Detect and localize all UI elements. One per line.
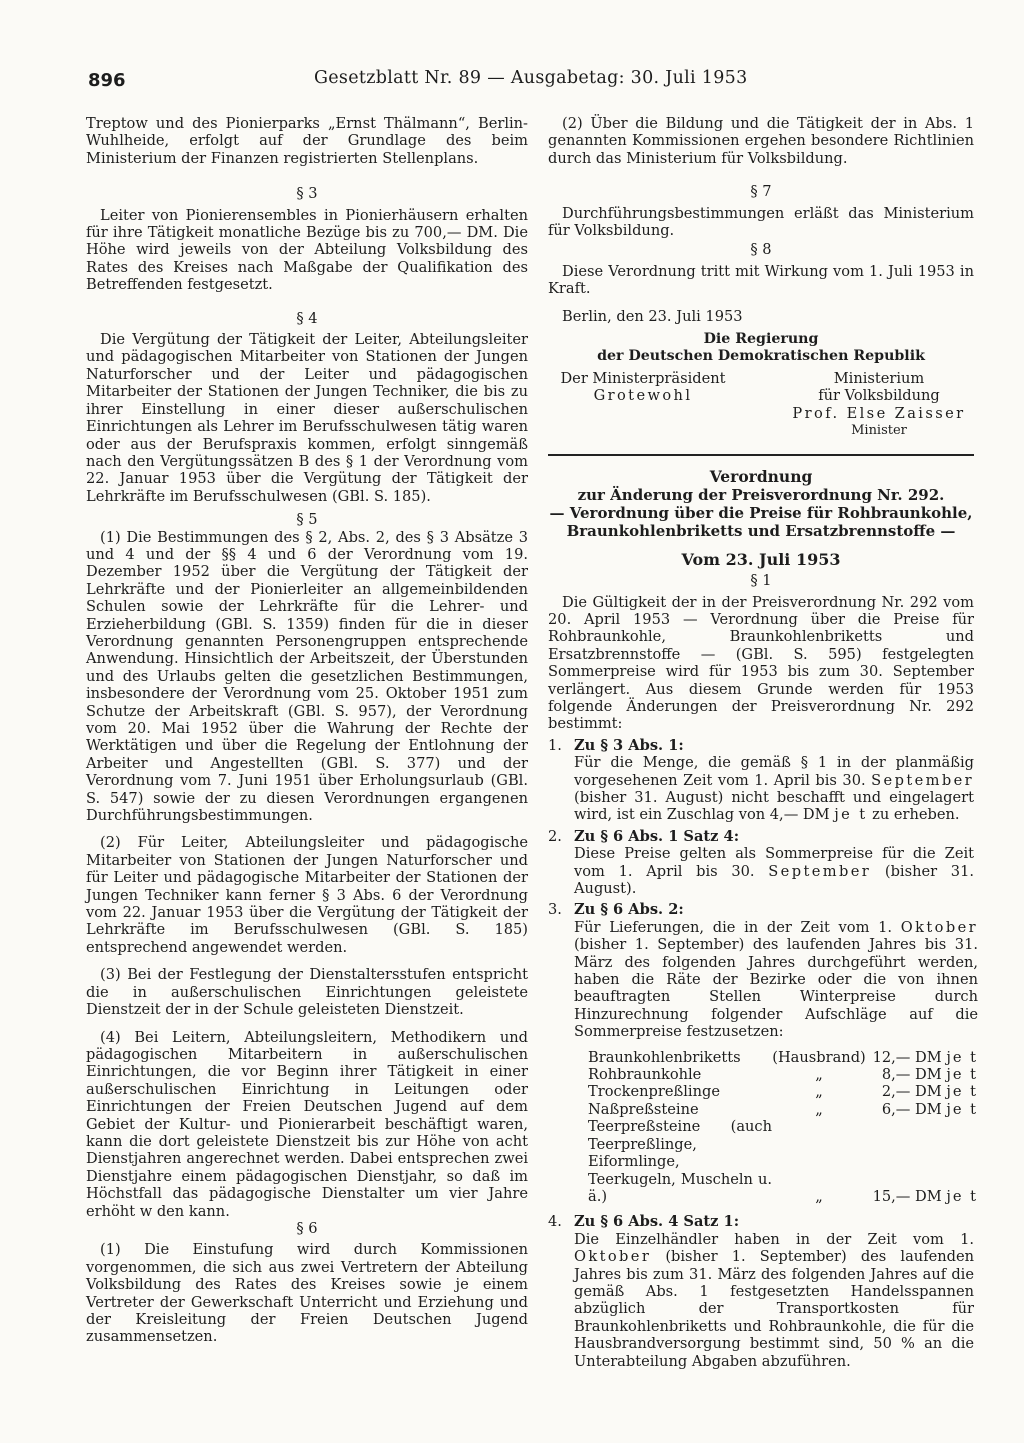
amendment-heading: Zu § 3 Abs. 1: (574, 736, 684, 754)
amendment-number: 1. (548, 736, 562, 754)
surcharge-unit: je t (946, 1048, 978, 1066)
page-header (88, 66, 964, 96)
surcharge-amount: 12,— DM (872, 1048, 942, 1066)
ministry-title-2: für Volksbildung (818, 387, 940, 405)
amendment-body (574, 737, 974, 824)
fuel-kind: „ (815, 1100, 823, 1118)
ordinance-title-2: zur Änderung der Preisverordnung Nr. 292. (577, 486, 945, 505)
fuel-surcharge (866, 1049, 978, 1066)
paragraph-intro: Treptow und des Pionierparks „Ernst Thälmann“, Berlin-Wuhlheide, erfolgt auf der Grundlage des beim Ministerium der Finanzen registrierten Stellenplans. (86, 115, 528, 167)
signature-minister (784, 370, 974, 440)
minister-name: Prof. Else Zaisser (792, 404, 966, 422)
amendment-number: 4. (548, 1213, 562, 1231)
amendment-text-end: zu erheben. (872, 806, 960, 824)
amendment-text: Für die Menge, die gemäß § 1 in der planmäßig vorgesehenen Zeit vom 1. April bis 30. (574, 754, 974, 789)
fuel-surcharge (866, 1188, 978, 1205)
surcharge-amount: 15,— DM (872, 1187, 942, 1205)
section-5-heading: § 5 (296, 511, 318, 529)
surcharge-table (574, 1049, 978, 1206)
surcharge-amount: 8,— DM (881, 1066, 942, 1084)
ordinance-title-1: Verordnung (709, 466, 813, 486)
amendment-month: September (871, 771, 975, 789)
amendment-month: Oktober (574, 1248, 652, 1266)
surcharge-row (574, 1101, 978, 1118)
amendment-heading: Zu § 6 Abs. 1 Satz 4: (574, 827, 740, 845)
prime-minister-name: Grotewohl (593, 387, 693, 405)
section-3-text: Leiter von Pionierensembles in Pionierhäusern erhalten für ihre Tätigkeit monatliche Bezüge bis zu 700,— DM. Die Höhe wird jeweils von der Abteilung Volksbildung des Rates des Kreises nach Maßgabe der Qualifikation des Betreffenden festgesetzt. (86, 206, 528, 294)
amendment-number: 2. (548, 827, 562, 845)
section-8-heading: § 8 (750, 241, 772, 259)
amendment-body (574, 901, 978, 1209)
amendment-body (574, 1213, 974, 1370)
section-7-heading: § 7 (750, 183, 772, 201)
section-6-paragraph-1: (1) Die Einstufung wird durch Kommissionen vorgenommen, die sich aus zwei Vertretern der Abteilung Volksbildung des Rates des Kreises sowie je einem Vertreter der Gewerkschaft Unterricht und Erziehung und der Kreisleitung der Freien Deutschen Jugend zusammensetzen. (86, 1241, 528, 1346)
left-column (86, 115, 528, 1346)
fuel-kind: „ (815, 1083, 823, 1101)
amendment-month: Oktober (900, 918, 978, 936)
ministry-title-1: Ministerium (833, 369, 925, 387)
fuel-name: Teerpreßsteine (auch Teerpreßlinge, Eiformlinge, Teerkugeln, Muscheln u. ä.) (588, 1118, 772, 1205)
amendment-item (548, 828, 974, 898)
amendment-unit: je t (834, 806, 868, 824)
minister-role: Minister (851, 423, 907, 439)
surcharge-unit: je t (946, 1187, 978, 1205)
surcharge-row (574, 1118, 978, 1205)
section-5-paragraph-3: (3) Bei der Festlegung der Dienstaltersstufen entspricht die in außerschulischen Einrichtungen geleistete Dienstzeit der in der Schule geleisteten Dienstzeit. (86, 966, 528, 1019)
ordinance-date: Vom 23. Juli 1953 (681, 549, 841, 569)
amendment-number: 3. (548, 901, 562, 919)
prime-minister-title: Der Ministerpräsident (560, 369, 726, 387)
section-5-paragraph-1: (1) Die Bestimmungen des § 2, Abs. 2, des § 3 Absätze 3 und 4 und der §§ 4 und 6 der Verordnung vom 19. Dezember 1952 über die Vergütung der Tätigkeit der Lehrkräfte und der Pionierleiter an allgemeinbildenden Schulen sowie der Lehrkräfte für die Lehrer- und Erzieherbildung (GBl. S. 1359) finden für die in dieser Verordnung genannten Personengruppen entsprechende Anwendung. Hinsichtlich der Arbeitszeit, der Überstunden und des Urlaubs gelten die gesetzlichen Bestimmungen, insbesondere der Verordnung vom 25. Oktober 1951 zum Schutze der Arbeitskraft (GBl. S. 957), der Verordnung vom 20. Mai 1952 über die Wahrung der Rechte der Werktätigen und über die Regelung der Entlohnung der Arbeiter und Angestellten (GBl. S. 377) und der Verordnung vom 7. Juni 1951 über Erholungsurlaub (GBl. S. 547) sowie der zu diesen Verordnungen ergangenen Durchführungsbestimmungen. (86, 528, 528, 825)
fuel-kind: (Hausbrand) (772, 1048, 866, 1066)
government-line-1: Die Regierung (703, 331, 819, 348)
section-4-heading: § 4 (296, 309, 318, 327)
amendment-text: Die Einzelhändler haben in der Zeit vom 1. (574, 1230, 974, 1248)
surcharge-row (574, 1066, 978, 1083)
ordinance-section-1-heading: § 1 (750, 572, 772, 590)
fuel-name: Rohbraunkohle (588, 1066, 702, 1084)
fuel-name: Naßpreßsteine (588, 1100, 699, 1118)
fuel-surcharge (866, 1066, 978, 1083)
section-divider (548, 454, 974, 456)
surcharge-row (574, 1083, 978, 1100)
amendment-text-cont: (bisher 1. September) des laufenden Jahres bis 31. März des folgenden Jahres durchgeführt werden, haben die Räte der Bezirke oder die von ihnen beauftragten Stellen Winterpreise durch Hinzurechnung folgender Aufschläge auf die Sommerpreise festzusetzen: (574, 936, 978, 1041)
section-4-text: Die Vergütung der Tätigkeit der Leiter, Abteilungsleiter und pädagogischen Mitarbeiter von Stationen der Jungen Naturforscher und der Leiter und pädagogischen Mitarbeiter der Stationen der Jungen Techniker, die bis zu ihrer Einstellung in einer dieser außerschulischen Einrichtungen als Lehrer im Berufsschulwesen tätig waren oder aus der Berufspraxis kommen, erfolgt sinngemäß nach den Vergütungssätzen B des § 1 der Verordnung vom 22. Januar 1953 über die Vergütung der Tätigkeit der Lehrkräfte im Berufsschulwesen (GBl. S. 185). (86, 331, 528, 505)
ordinance-title-4: Braunkohlenbriketts und Ersatzbrennstoffe — (566, 521, 956, 540)
amendment-item (548, 1213, 974, 1370)
section-7-text: Durchführungsbestimmungen erläßt das Ministerium für Volksbildung. (548, 204, 974, 240)
amendment-text: Diese Preise gelten als Sommerpreise für die Zeit vom 1. April bis 30. (574, 845, 974, 880)
amendment-heading: Zu § 6 Abs. 4 Satz 1: (574, 1213, 740, 1231)
section-5-paragraph-2: (2) Für Leiter, Abteilungsleiter und pädagogische Mitarbeiter von Stationen der Jungen Naturforscher und für Leiter und pädagogische Mitarbeiter der Stationen der Jungen Techniker kann ferner § 3 Abs. 6 der Verordnung vom 22. Januar 1953 über die Vergütung der Tätigkeit der Lehrkräfte im Berufsschulwesen (GBl. S. 185) entsprechend angewendet werden. (86, 834, 528, 956)
signature-block (548, 370, 974, 440)
amendment-item (548, 737, 974, 824)
section-3-heading: § 3 (296, 185, 318, 203)
surcharge-unit: je t (946, 1066, 978, 1084)
surcharge-amount: 6,— DM (881, 1100, 942, 1118)
section-5-paragraph-4: (4) Bei Leitern, Abteilungsleitern, Methodikern und pädagogischen Mitarbeitern in außerschulischen Einrichtungen, die vor Beginn ihrer Tätigkeit in einer außerschulischen Einrichtung in Leitungen oder Einrichtungen der Freien Deutschen Jugend auf dem Gebiet der Kultur- und Pionierarbeit beschäftigt waren, kann die dort geleistete Dienstzeit bis zur Höhe von acht Dienstjahren angerechnet werden. Dabei entsprechen zwei Dienstjahre einem pädagogischen Dienstjahr, so daß im Höchstfall das pädagogische Dienstalter um vier Jahre erhöht w den kann. (86, 1028, 528, 1220)
surcharge-row (574, 1049, 978, 1066)
amendment-month: September (768, 862, 872, 880)
section-6-heading: § 6 (296, 1219, 318, 1237)
ordinance-title-3: — Verordnung über die Preise für Rohbraunkohle, (549, 504, 973, 523)
amendment-text-cont: (bisher 31. August). (574, 862, 975, 897)
surcharge-amount: 2,— DM (881, 1083, 942, 1101)
fuel-name: Braunkohlenbriketts (588, 1048, 741, 1066)
amendment-text: Für Lieferungen, die in der Zeit vom 1. (574, 918, 893, 936)
surcharge-unit: je t (946, 1100, 978, 1118)
signature-prime-minister (548, 370, 738, 440)
amendment-item (548, 901, 978, 1209)
right-column (548, 115, 978, 1370)
gazette-title: Gesetzblatt Nr. 89 — Ausgabetag: 30. Juli 1953 (314, 68, 748, 88)
fuel-surcharge (866, 1101, 978, 1118)
fuel-kind: „ (815, 1187, 823, 1205)
ordinance-section-1-text: Die Gültigkeit der in der Preisverordnung Nr. 292 vom 20. April 1953 — Verordnung über die Preise für Rohbraunkohle, Braunkohlenbriketts und Ersatzbrennstoffe — (GBl. S. 595) festgelegten Sommerpreise wird für 1953 bis zum 30. September verlängert. Aus diesem Grunde werden für 1953 folgende Änderungen der Preisverordnung Nr. 292 bestimmt: (548, 593, 974, 733)
fuel-kind: „ (815, 1066, 823, 1084)
place-and-date: Berlin, den 23. Juli 1953 (562, 307, 743, 325)
fuel-name: Trockenpreßlinge (588, 1083, 720, 1101)
amendment-text-cont: (bisher 1. September) des laufenden Jahres bis zum 31. März des folgenden Jahres auf die gemäß Abs. 1 festgesetzten Handelsspannen abzüglich der Transportkosten für Braunkohlenbriketts und Rohbraunkohle, die für die Hausbrandversorgung bestimmt sind, 50 % an die Unterabteilung Abgaben abzuführen. (574, 1248, 975, 1370)
section-6-paragraph-2: (2) Über die Bildung und die Tätigkeit der in Abs. 1 genannten Kommissionen ergehen besondere Richtlinien durch das Ministerium für Volksbildung. (548, 115, 974, 167)
amendment-body (574, 828, 974, 898)
government-line-2: der Deutschen Demokratischen Republik (597, 348, 925, 365)
fuel-surcharge (866, 1083, 978, 1100)
section-8-text: Diese Verordnung tritt mit Wirkung vom 1. Juli 1953 in Kraft. (548, 262, 974, 298)
surcharge-unit: je t (946, 1083, 978, 1101)
page-number: 896 (88, 70, 126, 91)
amendment-heading: Zu § 6 Abs. 2: (574, 901, 684, 919)
amendment-text-cont: (bisher 31. August) nicht beschafft und eingelagert wird, ist ein Zuschlag von 4,— DM (574, 788, 974, 824)
